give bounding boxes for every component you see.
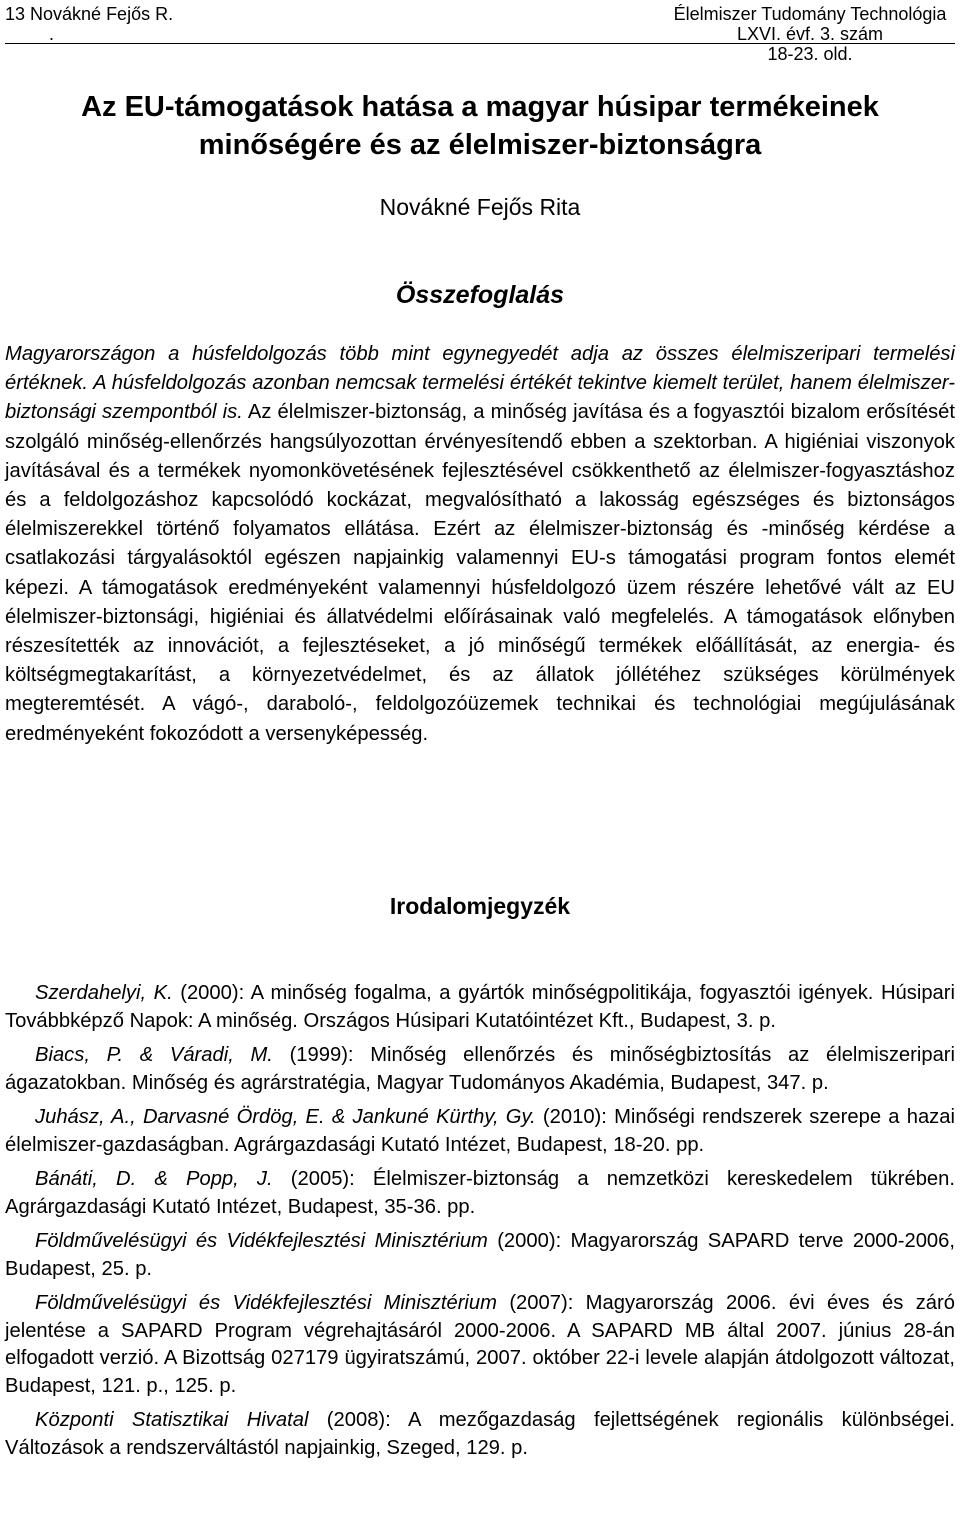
reference-authors: Földművelésügyi és Vidékfejlesztési Minisztérium [35,1230,488,1252]
reference-text: (2000): A minőség fogalma, a gyártók minőségpolitikája, fogyasztói igények. Húsipari Továbbképző Napok: A minőség. Országos Húsipari Kutatóintézet Kft., Budapest, 3. p. [5,982,955,1032]
reference-text: (2008): A mezőgazdaság fejlettségének regionális különbségei. Változások a rendszerváltástól napjainkig, Szeged, 129. p. [5,1409,956,1459]
header-rule [5,43,955,44]
reference-authors: Központi Statisztikai Hivatal [35,1409,309,1431]
article-title [0,88,960,164]
header-journal-info [665,4,955,64]
abstract-italic-text: Magyarországon a húsfeldolgozás több mint egynegyedét adja az összes élelmiszeripari termelési értéknek. A húsfeldolgozás azonban nemcsak termelési értékét tekintve kiemelt terület, hanem élelmiszer-biztonsági szempontból is. [5,343,955,424]
article-title-line-1: Az EU-támogatások hatása a magyar húsipar termékeinek [81,91,879,123]
reference-text: (2010): Minőségi rendszerek szerepe a hazai élelmiszer-gazdaságban. Agrárgazdasági Kutató Intézet, Budapest, 18-20. pp. [5,1106,955,1156]
article-author: Novákné Fejős Rita [379,194,581,220]
references-heading: Irodalomjegyzék [389,893,571,919]
references-list [5,980,955,1462]
reference-item [5,1104,955,1159]
reference-item [5,1228,955,1283]
header-page-author [5,4,174,44]
reference-item [5,1290,955,1400]
reference-text: (2000): Magyarország SAPARD terve 2000-2006, Budapest, 25. p. [5,1230,955,1280]
reference-authors: Biacs, P. & Váradi, M. [35,1044,273,1066]
reference-authors: Földművelésügyi és Vidékfejlesztési Minisztérium [35,1292,497,1314]
reference-text: (2007): Magyarország 2006. évi éves és záró jelentése a SAPARD Program végrehajtásáról 2000-2006. A SAPARD MB által 2007. június 28-án elfogadott verzió. A Bizottság 027179 ügyiratszámú, 2007. október 22-i levele alapján átdolgozott változat, Budapest, 121. p., 125. p. [5,1292,955,1397]
reference-item [5,1042,955,1097]
reference-authors: Szerdahelyi, K. [35,982,173,1004]
reference-text: (2005): Élelmiszer-biztonság a nemzetközi kereskedelem tükrében. Agrárgazdasági Kutató Intézet, Budapest, 35-36. pp. [5,1168,955,1218]
header-dot: . [49,24,55,44]
abstract-paragraph [5,340,955,749]
page-header [5,4,955,64]
reference-authors: Juhász, A., Darvasné Ördög, E. & Jankuné Kürthy, Gy. [35,1106,536,1128]
article-title-line-2: minőségére és az élelmiszer-biztonságra [198,129,762,161]
reference-authors: Bánáti, D. & Popp, J. [35,1168,273,1190]
reference-item [5,1166,955,1221]
reference-item [5,980,955,1035]
reference-text: (1999): Minőség ellenőrzés és minőségbiztosítás az élelmiszeripari ágazatokban. Minőség és agrárstratégia, Magyar Tudományos Akadémia, Budapest, 347. p. [5,1044,956,1094]
header-page-range: 18-23. old. [767,44,853,64]
header-page-author-text: 13 Novákné Fejős R. [5,4,174,24]
abstract-text: Az élelmiszer-biztonság, a minőség javítása és a fogyasztói bizalom erősítését szolgáló minőség-ellenőrzés hangsúlyozottan érvényesítendő ebben a szektorban. A higiéniai viszonyok javításával és a termékek nyomonkövetésének fejlesztésével csökkenthető az élelmiszer-fogyasztáshoz és a feldolgozáshoz kapcsolódó kockázat, megvalósítható a lakosság egészséges és biztonságos élelmiszerekkel történő folyamatos ellátása. Ezért az élelmiszer-biztonság és -minőség kérdése a csatlakozási tárgyalásoktól egészen napjainkig valamennyi EU-s támogatási program fontos elemét képezi. A támogatások eredményeként valamennyi húsfeldolgozó üzem részére lehetővé vált az EU élelmiszer-biztonsági, higiéniai és állatvédelmi előírásainak való megfelelés. A támogatások előnyben részesítették az innovációt, a fejlesztéseket, a jó minőségű termékek előállítását, az energia- és költségmegtakarítást, a környezetvédelmet, és az állatok jóllétéhez szükséges körülmények megteremtését. A vágó-, daraboló-, feldolgozóüzemek technikai és technológiai megújulásának eredményeként fokozódott a versenyképesség. [5,401,955,745]
header-journal-title: Élelmiszer Tudomány Technológia LXVI. évf. 3. szám [673,4,947,44]
abstract-heading: Összefoglalás [395,281,565,309]
reference-item [5,1407,955,1462]
